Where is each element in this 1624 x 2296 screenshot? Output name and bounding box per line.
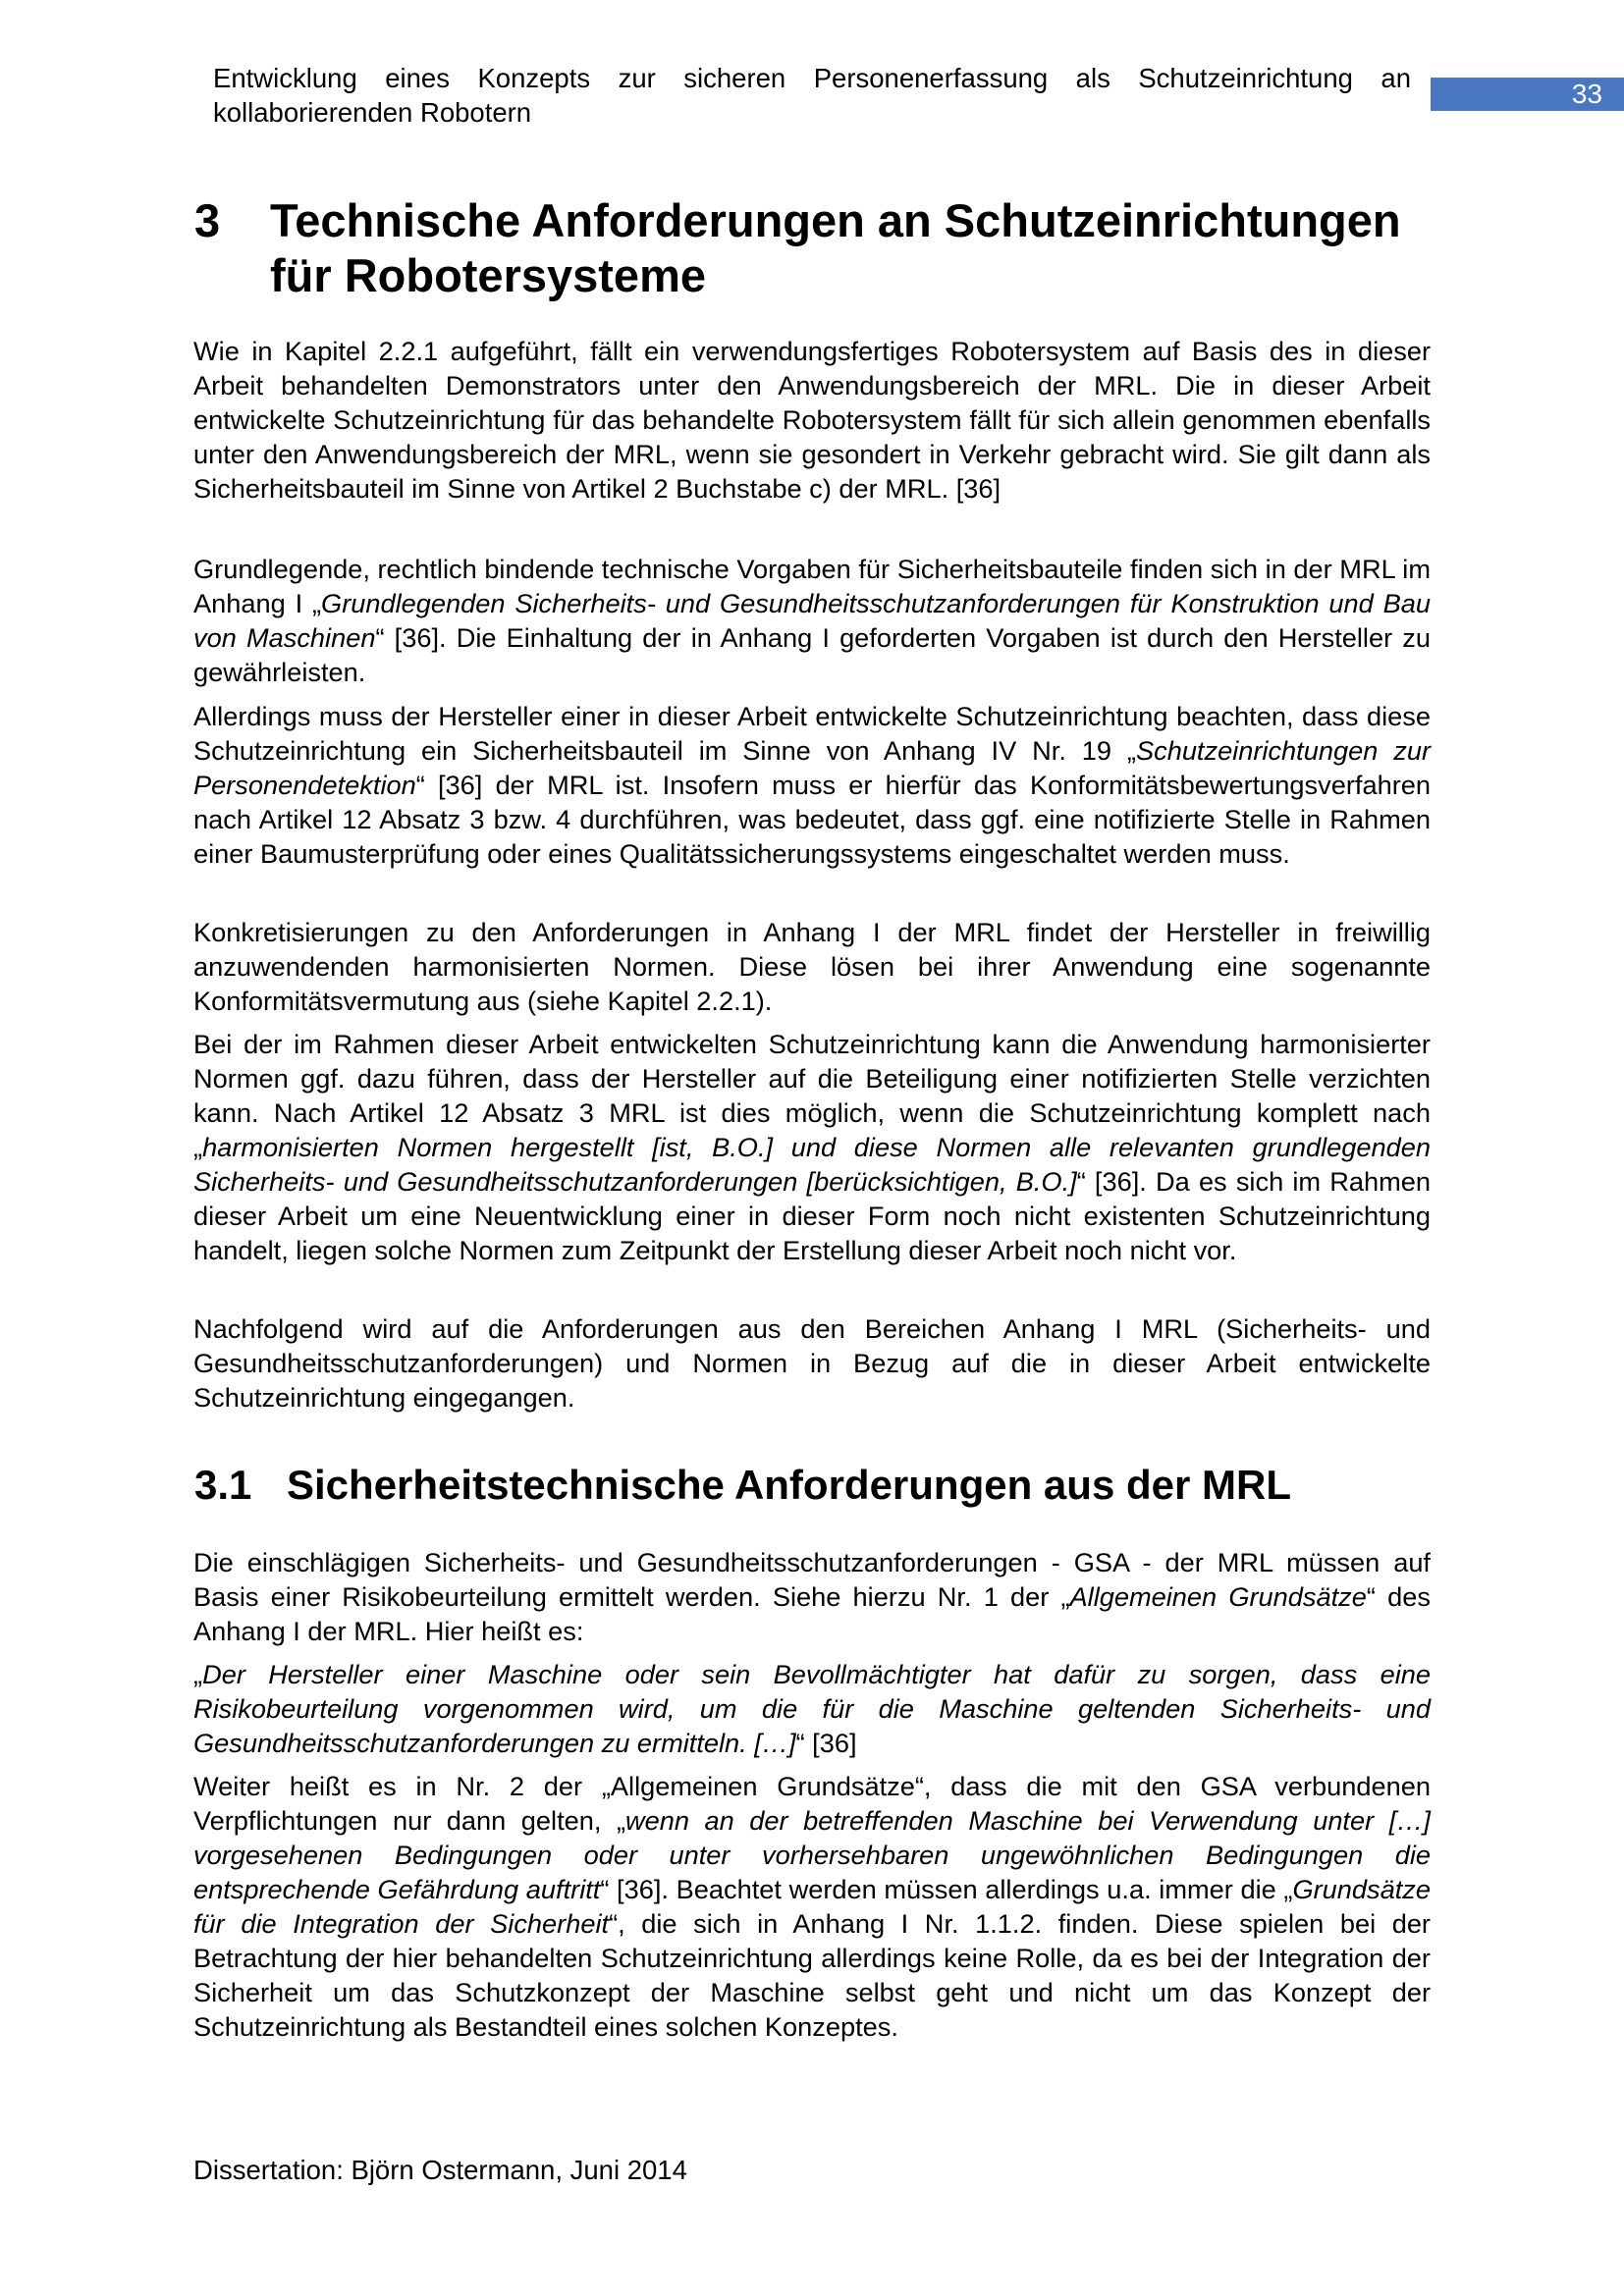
page-number: 33 (1571, 79, 1602, 109)
text-run: Nachfolgend wird auf die Anforderungen aus den Bereichen Anhang I MRL (Sicherheits- und Gesundheitsschutzanforderungen) und Normen in Bezug auf die in dieser Arbeit entwickelte Schutzeinrichtung eingegangen. (193, 1313, 1431, 1413)
section-title: Sicherheitstechnische Anforderungen aus der MRL (287, 1462, 1291, 1508)
text-run: Bei der im Rahmen dieser Arbeit entwickelten Schutzeinrichtung kann die Anwendung harmonisierter Normen ggf. dazu führen, dass der Hersteller auf die Beteiligung einer notifizierten Stelle verzichten kann. Nach Artikel 12 Absatz 3 MRL ist dies möglich, wenn die Schutzeinrichtung komplett nach „ (193, 1029, 1431, 1162)
italic-quote: Grundlegenden Sicherheits- und Gesundheitsschutzanforderungen für Konstruktion und Bau von Maschinen (193, 588, 1432, 653)
text-run: Wie in Kapitel 2.2.1 aufgeführt, fällt ein verwendungsfertiges Robotersystem auf Basis des in dieser Arbeit behandelten Demonstrators unter den Anwendungsbereich der MRL. Die in dieser Arbeit entwickelte Schutzeinrichtung für das behandelte Robotersystem fällt für sich allein genommen ebenfalls unter den Anwendungsbereich der MRL, wenn sie gesondert in Verkehr gebracht wird. Sie gilt dann als Sicherheitsbauteil im Sinne von Artikel 2 Buchstabe c) der MRL. [36] (193, 336, 1431, 504)
text-run: Weiter heißt es in Nr. 2 der „Allgemeinen Grundsätze“, dass die mit den GSA verbundenen Verpflichtungen nur dann gelten, „ (193, 1771, 1431, 1836)
text-run: “ [36]. Da es sich im Rahmen dieser Arbeit um eine Neuentwicklung einer in dieser Form noch nicht existenten Schutzeinrichtung handelt, liegen solche Normen zum Zeitpunkt der Erstellung dieser Arbeit noch nicht vor. (193, 1166, 1431, 1265)
text-run: „ (193, 1659, 203, 1689)
chapter-number: 3 (194, 194, 221, 246)
paragraph (193, 1545, 1431, 1648)
paragraph (193, 1027, 1431, 1267)
italic-quote: harmonisierten Normen hergestellt [ist, B.O.] und diese Normen alle relevanten grundlegenden Sicherheits- und Gesundheitsschutzanforderungen [berücksichtigen, B.O.] (193, 1132, 1431, 1197)
italic-quote: Der Hersteller einer Maschine oder sein Bevollmächtigter hat dafür zu sorgen, dass eine Risikobeurteilung vorgenommen wird, um die für die Maschine geltenden Sicherheits- und Gesundheitsschutzanforderungen zu ermitteln. […] (193, 1659, 1431, 1758)
text-run: “ [36] der MRL ist. Insofern muss er hierfür das Konformitätsbewertungsverfahren nach Artikel 12 Absatz 3 bzw. 4 durchführen, was bedeutet, dass ggf. eine notifizierte Stelle in Rahmen einer Baumusterprüfung oder eines Qualitätssicherungssystems eingeschaltet werden muss. (193, 770, 1431, 869)
text-run: Allerdings muss der Hersteller einer in dieser Arbeit entwickelte Schutzeinrichtung beachten, dass diese Schutzeinrichtung ein Sicherheitsbauteil im Sinne von Anhang IV Nr. 19 „ (193, 701, 1431, 766)
running-header: Entwicklung eines Konzepts zur sicheren Personenerfassung als Schutzeinrichtung an kollaborierenden Robotern (213, 63, 1411, 128)
paragraph (193, 699, 1431, 871)
paragraph (193, 1311, 1431, 1415)
paragraph (193, 915, 1431, 1018)
page-number-badge (1431, 78, 1624, 111)
section-heading (194, 1461, 1291, 1510)
chapter-title: Technische Anforderungen an Schutzeinrichtungen für Robotersysteme (270, 194, 1401, 301)
paragraph (193, 334, 1431, 506)
section-number: 3.1 (194, 1462, 252, 1508)
text-run: “ [36] (795, 1728, 857, 1758)
italic-quote: Schutzeinrichtungen zur Personendetektion (193, 735, 1431, 800)
text-run: “, die sich in Anhang I Nr. 1.1.2. finden. Diese spielen bei der Betrachtung der hier behandelten Schutzeinrichtung allerdings keine Rolle, da es bei der Integration der Sicherheit um das Schutzkonzept der Maschine selbst geht und nicht um das Konzept der Schutzeinrichtung als Bestandteil eines solchen Konzeptes. (193, 1908, 1431, 2042)
quote-paragraph (193, 1657, 1431, 1760)
paragraph (193, 1769, 1431, 2044)
text-run: Grundlegende, rechtlich bindende technische Vorgaben für Sicherheitsbauteile finden sich in der MRL im Anhang I „ (193, 554, 1431, 618)
italic-quote: Grundsätze für die Integration der Sicherheit (193, 1874, 1431, 1939)
text-run: “ des Anhang I der MRL. Hier heißt es: (193, 1581, 1431, 1646)
paragraph (193, 552, 1431, 689)
page-footer: Dissertation: Björn Ostermann, Juni 2014 (193, 2155, 687, 2185)
text-run: “ [36]. Die Einhaltung der in Anhang I geforderten Vorgaben ist durch den Hersteller zu gewährleisten. (193, 622, 1431, 687)
italic-quote: wenn an der betreffenden Maschine bei Verwendung unter […] vorgesehenen Bedingungen oder unter vorhersehbaren ungewöhnlichen Bedingungen die entsprechende Gefährdung auftritt (193, 1805, 1431, 1904)
italic-quote: Allgemeinen Grundsätze (1069, 1581, 1367, 1612)
text-run: “ [36]. Beachtet werden müssen allerdings u.a. immer die „ (600, 1874, 1293, 1904)
text-run: Die einschlägigen Sicherheits- und Gesundheitsschutzanforderungen - GSA - der MRL müssen auf Basis einer Risikobeurteilung ermittelt werden. Siehe hierzu Nr. 1 der „ (193, 1547, 1431, 1612)
text-run: Konkretisierungen zu den Anforderungen in Anhang I der MRL findet der Hersteller in freiwillig anzuwendenden harmonisierten Normen. Diese lösen bei ihrer Anwendung eine sogenannte Konformitätsvermutung aus (siehe Kapitel 2.2.1). (193, 917, 1431, 1016)
